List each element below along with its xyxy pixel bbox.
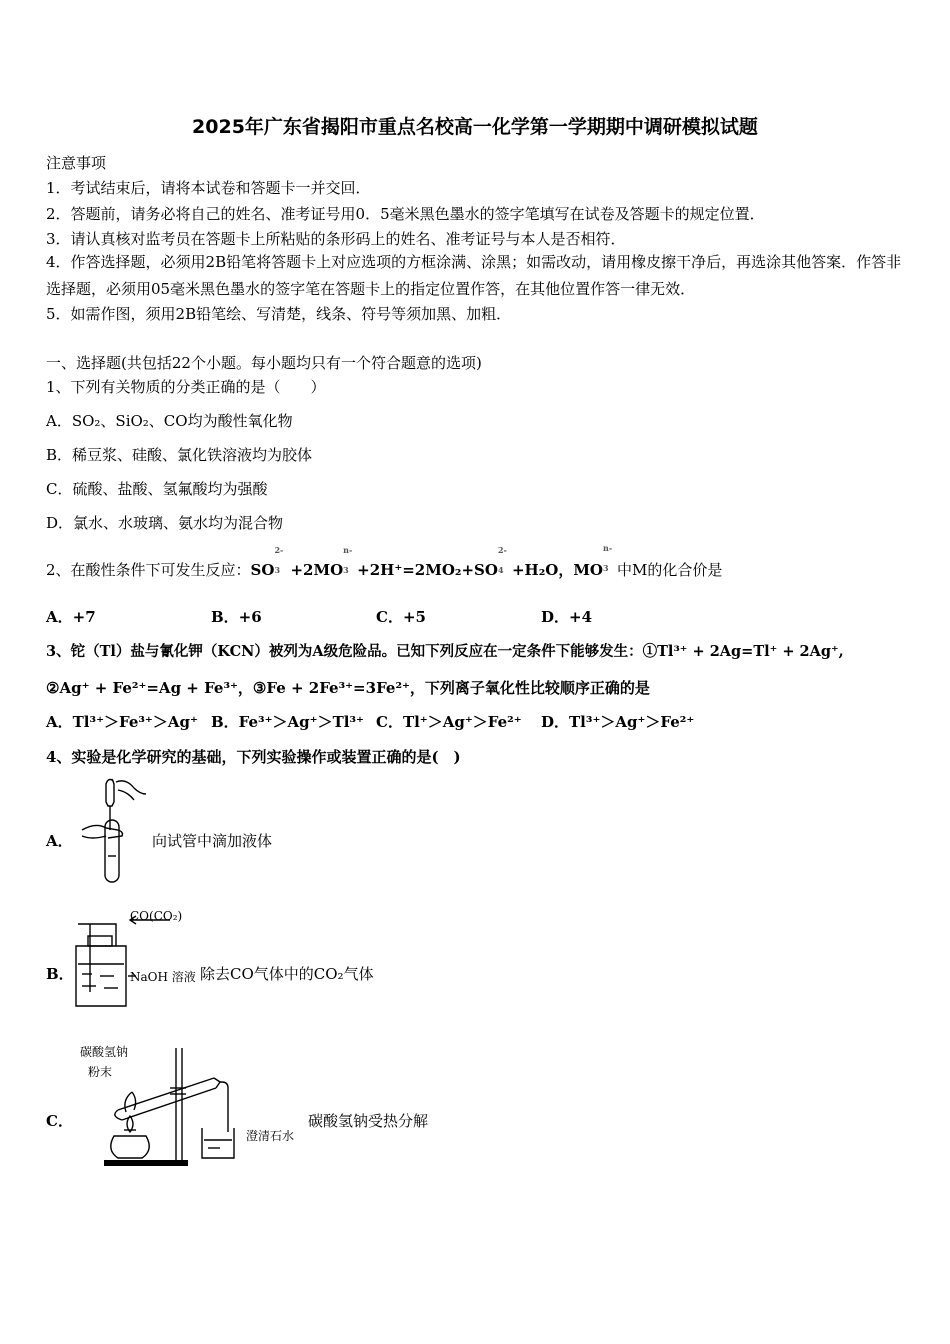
- q2-mo-charge: n-: [343, 545, 353, 555]
- fig-c-side-label: 澄清石水: [246, 1129, 295, 1143]
- question-2-option-d: D．+4: [541, 608, 593, 626]
- q2-mid-text: +2H⁺=2MO₂+SO: [357, 561, 498, 579]
- question-4-stem: 4、实验是化学研究的基础，下列实验操作或装置正确的是( ): [46, 748, 461, 766]
- notice-item-3: 3．请认真核对监考员在答题卡上所粘贴的条形码上的姓名、准考证号与本人是否相符．: [46, 230, 626, 248]
- q2-mo-text: +2MO: [290, 561, 344, 579]
- section-heading: 一、选择题(共包括22个小题。每小题均只有一个符合题意的选项): [46, 354, 482, 372]
- q2-end-text: +H₂O，MO: [511, 561, 604, 579]
- heating-apparatus-figure: [74, 1040, 314, 1170]
- question-4-option-b-caption: 除去CO气体中的CO₂气体: [200, 965, 374, 983]
- q2-mo-ion-2: [511, 543, 613, 580]
- question-1-option-c: C．硫酸、盐酸、氢氟酸均为强酸: [46, 480, 268, 498]
- q2-suffix: 中M的化合价是: [617, 561, 723, 579]
- question-1-option-a: A．SO₂、SiO₂、CO均为酸性氧化物: [46, 412, 293, 430]
- question-1-option-d: D．氯水、水玻璃、氨水均为混合物: [46, 514, 284, 532]
- q2-mo-index: 3: [343, 565, 349, 575]
- q2-so-charge: 2-: [274, 545, 284, 555]
- fig-b-side-label: NaOH 溶液: [130, 970, 196, 984]
- page-title: 2025年广东省揭阳市重点名校高一化学第一学期期中调研模拟试题: [192, 116, 758, 138]
- question-4-option-c-label: C．: [46, 1112, 73, 1130]
- notice-item-5: 5．如需作图，须用2B铅笔绘、写清楚，线条、符号等须加黑、加粗．: [46, 305, 512, 323]
- fig-c-top-label-1: 碳酸氢钠: [80, 1045, 129, 1059]
- question-3-option-c: C．Tl⁺＞Ag⁺＞Fe²⁺: [376, 713, 522, 731]
- q2-mo2-charge: n-: [603, 543, 613, 553]
- q2-mo2-index: 3: [603, 563, 609, 573]
- fig-c-base: [104, 1160, 188, 1166]
- q2-sulfate: [357, 545, 507, 579]
- q2-so4-charge: 2-: [497, 545, 507, 555]
- q2-so-text: SO: [250, 561, 275, 579]
- fig-c-top-label-2: 粉末: [88, 1065, 113, 1079]
- question-4-option-a-label: A．: [46, 832, 73, 850]
- question-2-option-c: C．+5: [376, 608, 426, 626]
- notice-item-1: 1．考试结束后，请将本试卷和答题卡一并交回．: [46, 179, 371, 197]
- question-4-option-b-label: B．: [46, 965, 74, 983]
- question-4-option-c-caption: 碳酸氢钠受热分解: [308, 1112, 429, 1130]
- question-3-option-b: B．Fe³⁺＞Ag⁺＞Tl³⁺: [211, 713, 364, 731]
- question-3-option-d: D．Tl³⁺＞Ag⁺＞Fe²⁺: [541, 713, 695, 731]
- question-3-line-2: ②Ag⁺ + Fe²⁺=Ag + Fe³⁺，③Fe + 2Fe³⁺=3Fe²⁺，下列离子氧化性比较顺序正确的是: [46, 679, 650, 697]
- q2-so4-index: 4: [497, 565, 504, 575]
- question-1-option-b: B．稀豆浆、硅酸、氯化铁溶液均为胶体: [46, 446, 313, 464]
- question-3-line-1: 3、铊（Tl）盐与氰化钾（KCN）被列为A级危险品。已知下列反应在一定条件下能够发生：①Tl³⁺ + 2Ag=Tl⁺ + 2Ag⁺,: [46, 643, 844, 660]
- notice-item-2: 2．答题前，请务必将自己的姓名、准考证号用0．5毫米黑色墨水的签字笔填写在试卷及答题卡的规定位置．: [46, 205, 765, 223]
- gas-washing-bottle-figure: [70, 906, 200, 1010]
- q2-sulfite: [250, 545, 284, 579]
- question-1-stem: 1、下列有关物质的分类正确的是（ ）: [46, 378, 326, 396]
- question-2-option-b: B．+6: [211, 608, 262, 626]
- q2-mo-ion: [290, 545, 353, 579]
- q2-prefix: 2、在酸性条件下可发生反应：: [46, 561, 251, 579]
- notice-heading: 注意事项: [46, 154, 107, 172]
- question-2-stem: [46, 543, 723, 580]
- q2-so-index: 3: [274, 565, 281, 575]
- question-4-option-a-caption: 向试管中滴加液体: [152, 832, 273, 850]
- notice-item-4: 4．作答选择题，必须用2B铅笔将答题卡上对应选项的方框涂满、涂黑；如需改动，请用橡皮擦干净后，再选涂其他答案．作答非选择题，必须用05毫米黑色墨水的签字笔在答题卡上的指定位置作答，在其他位置作答一律无效．: [46, 253, 902, 298]
- question-3-option-a: A．Tl³⁺＞Fe³⁺＞Ag⁺: [46, 713, 198, 731]
- fig-b-top-label: CO(CO₂): [130, 909, 183, 923]
- dropper-test-tube-figure: [72, 776, 156, 888]
- question-2-option-a: A．+7: [46, 608, 96, 626]
